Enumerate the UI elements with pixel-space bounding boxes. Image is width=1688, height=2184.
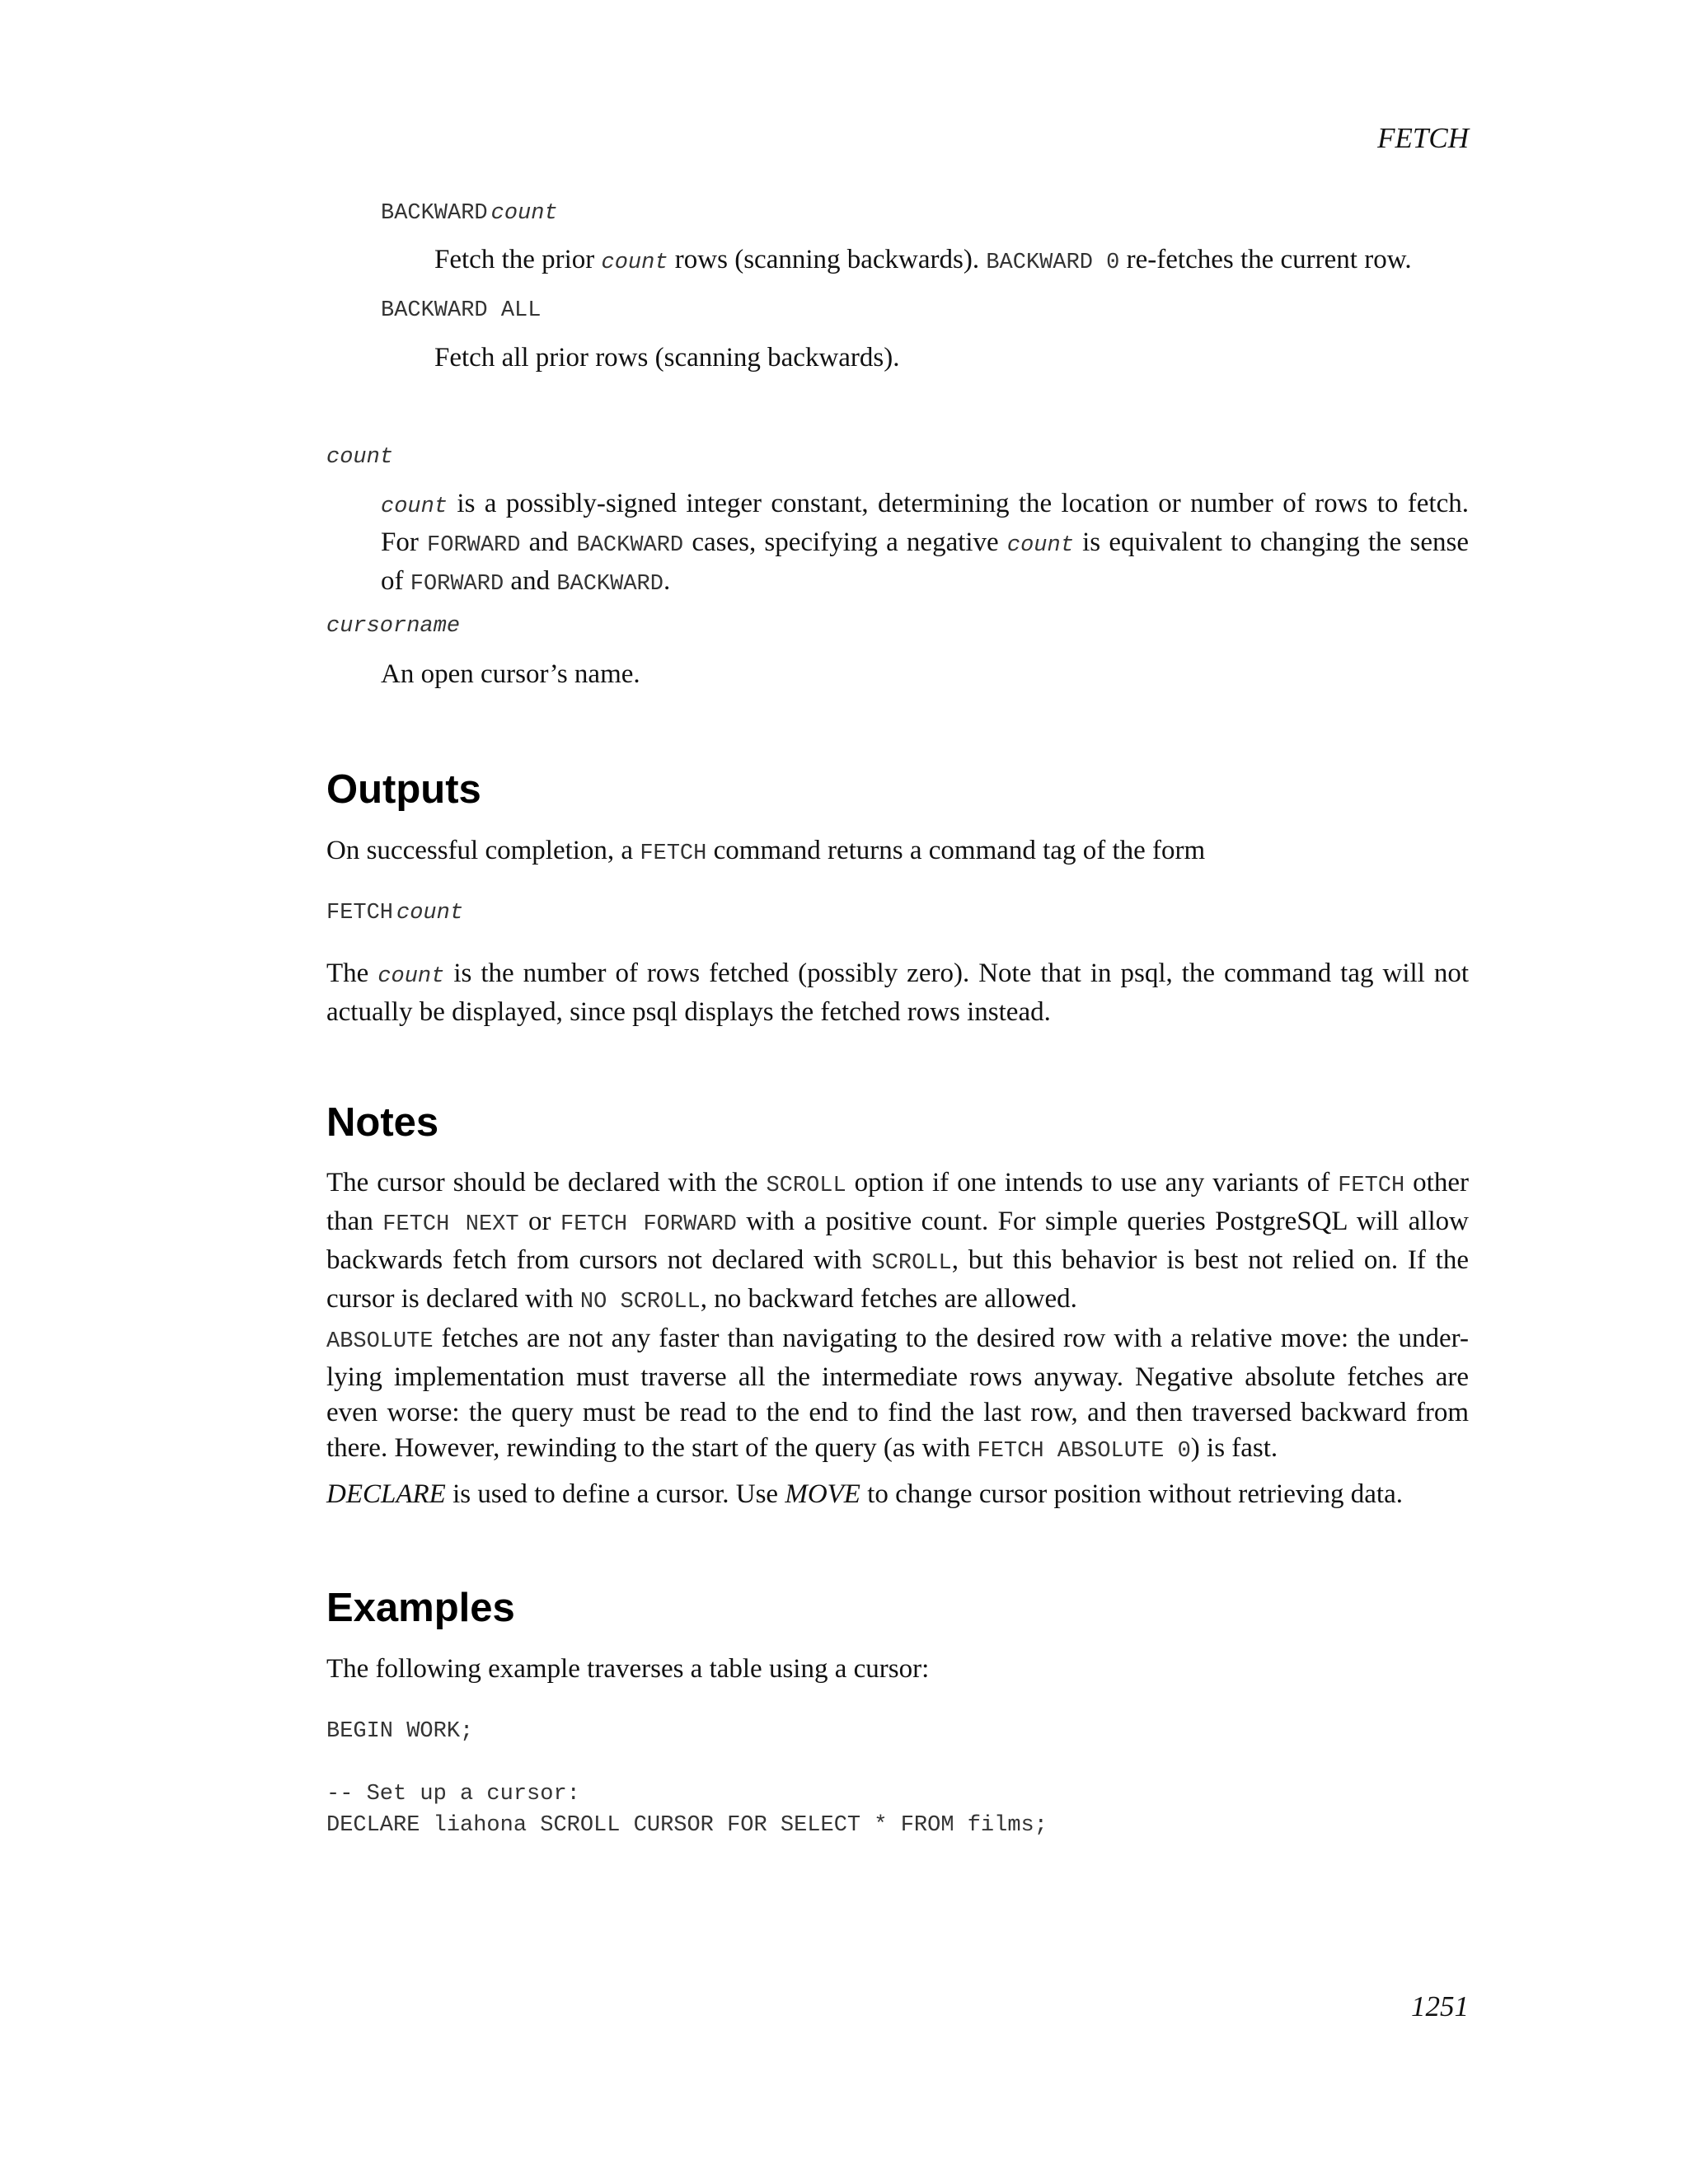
outputs-explanation: The count is the number of rows fetched (possibly zero). Note that in psql, the command tag will not actually be displayed, since psql displays the fetched rows instead. xyxy=(326,958,1469,1027)
running-head: FETCH xyxy=(1377,122,1469,154)
examples-intro: The following example traverses a table using a cursor: xyxy=(326,1654,930,1684)
outputs-command-tag: FETCH count xyxy=(326,901,464,926)
term-backward-all: BACKWARD ALL xyxy=(381,298,542,323)
cursorname-desc: An open cursor’s name. xyxy=(381,659,640,689)
heading-notes: Notes xyxy=(326,1100,439,1145)
notes-para-1: The cursor should be declared with the SCROLL option if one intends to use any variants of FETCH other than FETCH NEXT or FETCH FORWARD with a positive count. For simple queries PostgreSQL will allow backwards fetch from cursors not declared with SCROLL, but this behavior is best not relied on. If the cursor is declared with NO SCROLL, no backward fetches are allowed. xyxy=(326,1168,1469,1315)
heading-outputs: Outputs xyxy=(326,767,481,812)
notes-para-2: ABSOLUTE fetches are not any faster than navigating to the desired row with a relative move: the under-lying implementation must traverse all the intermediate rows anyway. Negative absolute fetches are even worse: the query must be read to the end to find the last row, and then traversed backward from there. However, rewinding to the start of the query (as with FETCH ABSOLUTE 0) is fast. xyxy=(326,1324,1469,1464)
term-count: count xyxy=(326,445,394,470)
term-backward-count: BACKWARD count xyxy=(381,201,558,226)
page-number: 1251 xyxy=(1411,1990,1469,2022)
count-desc: count is a possibly-signed integer constant, determining the location or number of rows to fetch. For FORWARD and BACKWARD cases, specifying a negative count is equivalent to changing the sense of FORWARD and BACKWARD. xyxy=(381,489,1469,597)
notes-para-3: DECLARE is used to define a cursor. Use MOVE to change cursor position without retrieving data. xyxy=(326,1479,1403,1509)
outputs-intro: On successful completion, a FETCH command returns a command tag of the form xyxy=(326,836,1206,866)
code-line: BEGIN WORK; xyxy=(326,1719,474,1744)
code-line: DECLARE liahona SCROLL CURSOR FOR SELECT * FROM films; xyxy=(326,1813,1048,1838)
term-cursorname: cursorname xyxy=(326,614,461,639)
code-line: -- Set up a cursor: xyxy=(326,1782,580,1807)
backward-count-desc: Fetch the prior count rows (scanning backwards). BACKWARD 0 re-fetches the current row. xyxy=(434,245,1412,275)
code-block xyxy=(326,1716,1048,1841)
link-move[interactable]: MOVE xyxy=(785,1479,860,1509)
link-declare[interactable]: DECLARE xyxy=(326,1479,446,1509)
backward-all-desc: Fetch all prior rows (scanning backwards). xyxy=(434,343,900,373)
heading-examples: Examples xyxy=(326,1586,515,1630)
